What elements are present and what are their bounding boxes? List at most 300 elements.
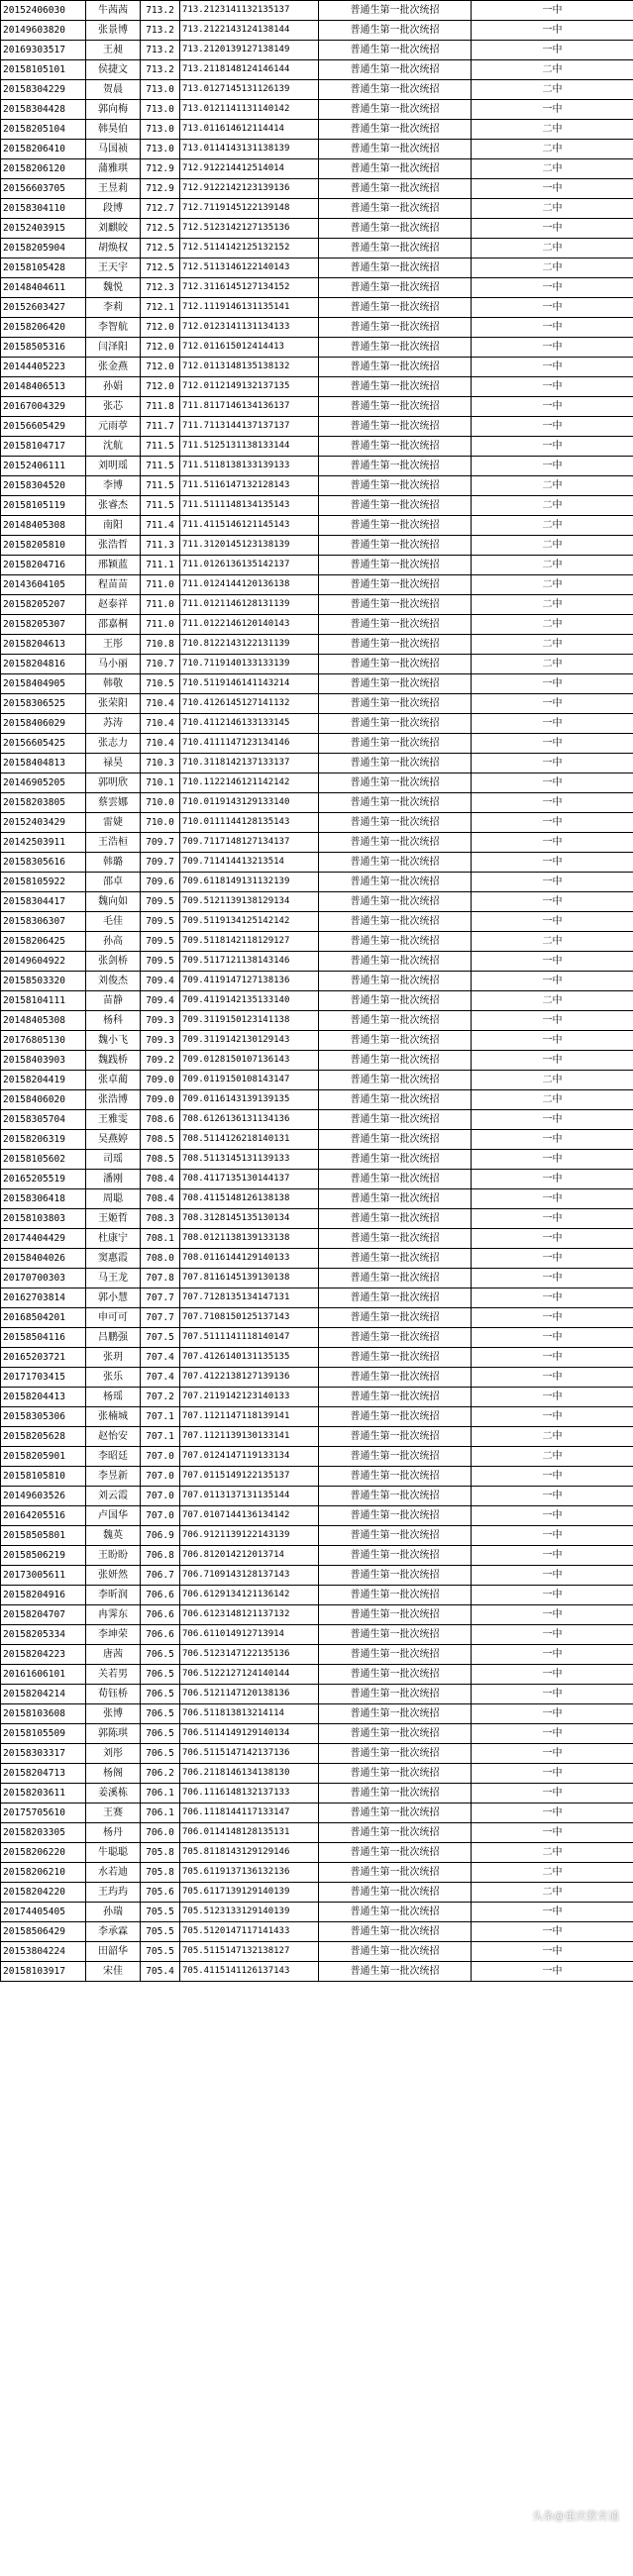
score-cell: 711.1 [141, 556, 180, 575]
score-breakdown-cell: 711.0121146128131139 [180, 595, 319, 615]
student-id-cell: 20158204223 [1, 1645, 86, 1665]
student-name-cell: 杨丹 [86, 1823, 141, 1843]
table-row [1, 338, 633, 358]
table-row [1, 1348, 633, 1368]
admission-type-cell: 普通生第一批次统招 [319, 1388, 472, 1407]
school-cell: 一中 [472, 734, 633, 754]
admission-type-cell: 普通生第一批次统招 [319, 1586, 472, 1605]
student-id-cell: 20158204716 [1, 556, 86, 575]
score-cell: 711.3 [141, 536, 180, 556]
school-cell: 一中 [472, 1803, 633, 1823]
student-id-cell: 20158105509 [1, 1724, 86, 1744]
table-row [1, 1427, 633, 1447]
school-cell: 一中 [472, 338, 633, 358]
score-breakdown-cell: 706.1116148132137133 [180, 1784, 319, 1803]
score-cell: 706.6 [141, 1625, 180, 1645]
score-breakdown-cell: 711.5118138133139133 [180, 457, 319, 476]
school-cell: 二中 [472, 635, 633, 655]
table-body [1, 1, 633, 1982]
student-name-cell: 潘刚 [86, 1170, 141, 1189]
score-breakdown-cell: 706.7109143128137143 [180, 1566, 319, 1586]
student-id-cell: 20158203611 [1, 1784, 86, 1803]
student-name-cell: 卢国华 [86, 1506, 141, 1526]
admission-type-cell: 普通生第一批次统招 [319, 120, 472, 140]
school-cell: 一中 [472, 813, 633, 833]
admission-type-cell: 普通生第一批次统招 [319, 1863, 472, 1883]
school-cell: 一中 [472, 1031, 633, 1051]
student-name-cell: 苏涛 [86, 714, 141, 734]
admission-type-cell: 普通生第一批次统招 [319, 338, 472, 358]
table-row [1, 437, 633, 457]
score-breakdown-cell: 706.6123148121137132 [180, 1605, 319, 1625]
student-id-cell: 20158206120 [1, 159, 86, 179]
school-cell: 一中 [472, 219, 633, 239]
student-name-cell: 闫泽阳 [86, 338, 141, 358]
score-cell: 713.2 [141, 21, 180, 41]
score-cell: 709.5 [141, 912, 180, 932]
student-name-cell: 李坤荣 [86, 1625, 141, 1645]
admission-type-cell: 普通生第一批次统招 [319, 1526, 472, 1546]
school-cell: 一中 [472, 773, 633, 793]
score-breakdown-cell: 713.0121141131140142 [180, 100, 319, 120]
score-breakdown-cell: 707.0113137131135144 [180, 1487, 319, 1506]
school-cell: 一中 [472, 1665, 633, 1685]
score-breakdown-cell: 707.0115149122135137 [180, 1467, 319, 1487]
score-breakdown-cell: 708.4117135130144137 [180, 1170, 319, 1189]
score-breakdown-cell: 705.6117139129140139 [180, 1883, 319, 1903]
score-cell: 706.5 [141, 1704, 180, 1724]
admission-type-cell: 普通生第一批次统招 [319, 635, 472, 655]
admission-type-cell: 普通生第一批次统招 [319, 793, 472, 813]
score-breakdown-cell: 707.5111141118140147 [180, 1328, 319, 1348]
table-row [1, 635, 633, 655]
school-cell: 一中 [472, 1467, 633, 1487]
score-breakdown-cell: 711.0122146120140143 [180, 615, 319, 635]
table-row [1, 1942, 633, 1962]
score-breakdown-cell: 707.2119142123140133 [180, 1388, 319, 1407]
score-cell: 713.0 [141, 140, 180, 159]
student-id-cell: 20158104111 [1, 991, 86, 1011]
score-cell: 710.3 [141, 754, 180, 773]
school-cell: 一中 [472, 1249, 633, 1269]
table-row [1, 1071, 633, 1090]
admission-type-cell: 普通生第一批次统招 [319, 1823, 472, 1843]
student-name-cell: 韩敬 [86, 674, 141, 694]
table-row [1, 1090, 633, 1110]
student-id-cell: 20152403915 [1, 219, 86, 239]
student-id-cell: 20158304520 [1, 476, 86, 496]
student-name-cell: 李昕润 [86, 1586, 141, 1605]
score-cell: 707.0 [141, 1467, 180, 1487]
student-id-cell: 20156605429 [1, 417, 86, 437]
admission-type-cell: 普通生第一批次统招 [319, 179, 472, 199]
admission-type-cell: 普通生第一批次统招 [319, 1922, 472, 1942]
student-name-cell: 冉霁东 [86, 1605, 141, 1625]
admission-type-cell: 普通生第一批次统招 [319, 159, 472, 179]
student-id-cell: 20158103803 [1, 1209, 86, 1229]
student-name-cell: 周聪 [86, 1189, 141, 1209]
score-breakdown-cell: 705.6119137136132136 [180, 1863, 319, 1883]
student-id-cell: 20158204713 [1, 1764, 86, 1784]
school-cell: 一中 [472, 100, 633, 120]
table-row [1, 972, 633, 991]
admission-type-cell: 普通生第一批次统招 [319, 734, 472, 754]
score-cell: 706.7 [141, 1566, 180, 1586]
admission-type-cell: 普通生第一批次统招 [319, 1130, 472, 1150]
student-id-cell: 20158205901 [1, 1447, 86, 1467]
school-cell: 一中 [472, 1526, 633, 1546]
score-cell: 707.8 [141, 1269, 180, 1288]
student-id-cell: 20158205104 [1, 120, 86, 140]
student-id-cell: 20152406111 [1, 457, 86, 476]
student-id-cell: 20161606101 [1, 1665, 86, 1685]
score-cell: 713.0 [141, 100, 180, 120]
score-breakdown-cell: 713.011614612114414 [180, 120, 319, 140]
score-cell: 705.5 [141, 1942, 180, 1962]
school-cell: 一中 [472, 1625, 633, 1645]
student-name-cell: 张浩博 [86, 1090, 141, 1110]
table-row [1, 1388, 633, 1407]
school-cell: 二中 [472, 1427, 633, 1447]
score-breakdown-cell: 710.0111144128135143 [180, 813, 319, 833]
score-cell: 708.4 [141, 1170, 180, 1189]
student-name-cell: 王玙玙 [86, 1883, 141, 1903]
table-row [1, 1625, 633, 1645]
student-id-cell: 20158105428 [1, 258, 86, 278]
student-id-cell: 20158206319 [1, 1130, 86, 1150]
student-name-cell: 刘俊杰 [86, 972, 141, 991]
score-cell: 712.5 [141, 239, 180, 258]
admission-type-cell: 普通生第一批次统招 [319, 674, 472, 694]
admission-type-cell: 普通生第一批次统招 [319, 1209, 472, 1229]
student-name-cell: 刘明瑶 [86, 457, 141, 476]
table-row [1, 1605, 633, 1625]
score-breakdown-cell: 713.2123141132135137 [180, 1, 319, 21]
score-cell: 710.8 [141, 635, 180, 655]
score-cell: 707.7 [141, 1308, 180, 1328]
student-id-cell: 20158505801 [1, 1526, 86, 1546]
admission-type-cell: 普通生第一批次统招 [319, 1031, 472, 1051]
school-cell: 一中 [472, 694, 633, 714]
table-row [1, 100, 633, 120]
student-id-cell: 20158306525 [1, 694, 86, 714]
score-cell: 712.5 [141, 258, 180, 278]
student-id-cell: 20158206425 [1, 932, 86, 952]
student-id-cell: 20158203305 [1, 1823, 86, 1843]
student-id-cell: 20158204613 [1, 635, 86, 655]
admission-type-cell: 普通生第一批次统招 [319, 21, 472, 41]
student-id-cell: 20164205516 [1, 1506, 86, 1526]
school-cell: 一中 [472, 1011, 633, 1031]
score-cell: 713.0 [141, 80, 180, 100]
student-name-cell: 张荣阳 [86, 694, 141, 714]
admission-type-cell: 普通生第一批次统招 [319, 813, 472, 833]
school-cell: 一中 [472, 21, 633, 41]
student-name-cell: 孙娟 [86, 377, 141, 397]
school-cell: 一中 [472, 1189, 633, 1209]
score-cell: 705.8 [141, 1863, 180, 1883]
school-cell: 一中 [472, 972, 633, 991]
admission-type-cell: 普通生第一批次统招 [319, 853, 472, 873]
student-name-cell: 姜溪栋 [86, 1784, 141, 1803]
school-cell: 二中 [472, 60, 633, 80]
school-cell: 一中 [472, 298, 633, 318]
school-cell: 一中 [472, 714, 633, 734]
table-row [1, 278, 633, 298]
score-cell: 709.0 [141, 1090, 180, 1110]
score-breakdown-cell: 707.7108150125137143 [180, 1308, 319, 1328]
student-id-cell: 20158205810 [1, 536, 86, 556]
score-cell: 708.5 [141, 1130, 180, 1150]
score-breakdown-cell: 713.2120139127138149 [180, 41, 319, 60]
student-id-cell: 20158205904 [1, 239, 86, 258]
admission-type-cell: 普通生第一批次统招 [319, 694, 472, 714]
table-row [1, 754, 633, 773]
score-cell: 713.2 [141, 60, 180, 80]
school-cell: 一中 [472, 358, 633, 377]
school-cell: 一中 [472, 437, 633, 457]
student-id-cell: 20158103608 [1, 1704, 86, 1724]
score-cell: 708.1 [141, 1229, 180, 1249]
student-id-cell: 20162703814 [1, 1288, 86, 1308]
school-cell: 一中 [472, 1229, 633, 1249]
student-id-cell: 20158304428 [1, 100, 86, 120]
student-id-cell: 20158504116 [1, 1328, 86, 1348]
student-id-cell: 20148405308 [1, 516, 86, 536]
admission-type-cell: 普通生第一批次统招 [319, 397, 472, 417]
school-cell: 一中 [472, 1764, 633, 1784]
school-cell: 二中 [472, 595, 633, 615]
school-cell: 二中 [472, 575, 633, 595]
school-cell: 一中 [472, 1308, 633, 1328]
student-id-cell: 20158105922 [1, 873, 86, 892]
school-cell: 一中 [472, 179, 633, 199]
school-cell: 一中 [472, 1269, 633, 1288]
student-name-cell: 张金燕 [86, 358, 141, 377]
score-breakdown-cell: 709.5121139138129134 [180, 892, 319, 912]
admission-type-cell: 普通生第一批次统招 [319, 1427, 472, 1447]
score-cell: 710.4 [141, 734, 180, 754]
score-cell: 710.0 [141, 813, 180, 833]
admission-type-cell: 普通生第一批次统招 [319, 1288, 472, 1308]
score-cell: 712.5 [141, 219, 180, 239]
table-row [1, 912, 633, 932]
school-cell: 一中 [472, 793, 633, 813]
table-row [1, 1229, 633, 1249]
table-row [1, 1, 633, 21]
student-name-cell: 贺晨 [86, 80, 141, 100]
score-cell: 712.0 [141, 318, 180, 338]
score-breakdown-cell: 712.912214412514014 [180, 159, 319, 179]
table-row [1, 1863, 633, 1883]
score-cell: 706.5 [141, 1724, 180, 1744]
student-id-cell: 20152403429 [1, 813, 86, 833]
table-row [1, 516, 633, 536]
student-id-cell: 20152406030 [1, 1, 86, 21]
table-row [1, 1447, 633, 1467]
admission-type-cell: 普通生第一批次统招 [319, 1645, 472, 1665]
school-cell: 二中 [472, 496, 633, 516]
student-name-cell: 杨阁 [86, 1764, 141, 1784]
table-row [1, 140, 633, 159]
admission-type-cell: 普通生第一批次统招 [319, 615, 472, 635]
score-cell: 706.6 [141, 1605, 180, 1625]
table-row [1, 60, 633, 80]
school-cell: 一中 [472, 892, 633, 912]
score-breakdown-cell: 712.011615012414413 [180, 338, 319, 358]
school-cell: 二中 [472, 239, 633, 258]
admission-type-cell: 普通生第一批次统招 [319, 298, 472, 318]
student-id-cell: 20170700303 [1, 1269, 86, 1288]
score-cell: 710.4 [141, 714, 180, 734]
score-cell: 711.4 [141, 516, 180, 536]
table-row [1, 258, 633, 278]
score-cell: 710.5 [141, 674, 180, 694]
score-cell: 705.6 [141, 1883, 180, 1903]
student-name-cell: 张剑桥 [86, 952, 141, 972]
table-row [1, 298, 633, 318]
table-row [1, 1843, 633, 1863]
student-name-cell: 侯捷文 [86, 60, 141, 80]
score-cell: 711.5 [141, 496, 180, 516]
school-cell: 二中 [472, 1883, 633, 1903]
table-row [1, 873, 633, 892]
score-breakdown-cell: 711.3120145123138139 [180, 536, 319, 556]
student-name-cell: 王浩桓 [86, 833, 141, 853]
score-cell: 707.1 [141, 1407, 180, 1427]
student-id-cell: 20158206210 [1, 1863, 86, 1883]
student-id-cell: 20165205519 [1, 1170, 86, 1189]
table-row [1, 1962, 633, 1982]
student-id-cell: 20149603526 [1, 1487, 86, 1506]
school-cell: 一中 [472, 1784, 633, 1803]
score-breakdown-cell: 711.0126136135142137 [180, 556, 319, 575]
score-cell: 706.5 [141, 1744, 180, 1764]
score-breakdown-cell: 705.5120147117141433 [180, 1922, 319, 1942]
school-cell: 二中 [472, 615, 633, 635]
student-id-cell: 20158105602 [1, 1150, 86, 1170]
admission-type-cell: 普通生第一批次统招 [319, 476, 472, 496]
score-cell: 709.5 [141, 952, 180, 972]
school-cell: 一中 [472, 1348, 633, 1368]
school-cell: 二中 [472, 991, 633, 1011]
table-row [1, 1566, 633, 1586]
score-cell: 709.0 [141, 1071, 180, 1090]
school-cell: 一中 [472, 754, 633, 773]
student-id-cell: 20158203805 [1, 793, 86, 813]
table-row [1, 595, 633, 615]
table-row [1, 496, 633, 516]
student-name-cell: 魏小飞 [86, 1031, 141, 1051]
score-cell: 708.3 [141, 1209, 180, 1229]
student-id-cell: 20175705610 [1, 1803, 86, 1823]
student-id-cell: 20148404611 [1, 278, 86, 298]
table-row [1, 1823, 633, 1843]
table-row [1, 1586, 633, 1605]
student-name-cell: 元雨葶 [86, 417, 141, 437]
student-id-cell: 20158404813 [1, 754, 86, 773]
table-row [1, 318, 633, 338]
table-row [1, 1903, 633, 1922]
score-breakdown-cell: 712.3116145127134152 [180, 278, 319, 298]
student-id-cell: 20142503911 [1, 833, 86, 853]
score-breakdown-cell: 709.6118149131132139 [180, 873, 319, 892]
score-breakdown-cell: 706.5123147122135136 [180, 1645, 319, 1665]
table-row [1, 1130, 633, 1150]
school-cell: 一中 [472, 1209, 633, 1229]
admission-type-cell: 普通生第一批次统招 [319, 278, 472, 298]
student-name-cell: 魏践桥 [86, 1051, 141, 1071]
school-cell: 一中 [472, 1685, 633, 1704]
student-id-cell: 20158205307 [1, 615, 86, 635]
score-cell: 706.5 [141, 1665, 180, 1685]
table-row [1, 179, 633, 199]
admission-type-cell: 普通生第一批次统招 [319, 595, 472, 615]
score-cell: 707.7 [141, 1288, 180, 1308]
score-cell: 710.1 [141, 773, 180, 793]
score-breakdown-cell: 707.7128135134147131 [180, 1288, 319, 1308]
admission-type-cell: 普通生第一批次统招 [319, 1368, 472, 1388]
student-name-cell: 王昶 [86, 41, 141, 60]
admission-type-cell: 普通生第一批次统招 [319, 892, 472, 912]
score-cell: 707.2 [141, 1388, 180, 1407]
student-name-cell: 胡焕权 [86, 239, 141, 258]
student-name-cell: 张睿杰 [86, 496, 141, 516]
admission-type-cell: 普通生第一批次统招 [319, 1803, 472, 1823]
school-cell: 一中 [472, 278, 633, 298]
student-name-cell: 李昱新 [86, 1467, 141, 1487]
student-id-cell: 20158105101 [1, 60, 86, 80]
table-row [1, 833, 633, 853]
student-id-cell: 20158306307 [1, 912, 86, 932]
score-breakdown-cell: 706.5115147142137136 [180, 1744, 319, 1764]
table-row [1, 1645, 633, 1665]
school-cell: 二中 [472, 516, 633, 536]
table-row [1, 41, 633, 60]
student-id-cell: 20158304417 [1, 892, 86, 912]
admission-type-cell: 普通生第一批次统招 [319, 199, 472, 219]
score-cell: 711.5 [141, 437, 180, 457]
student-id-cell: 20158304110 [1, 199, 86, 219]
admission-type-cell: 普通生第一批次统招 [319, 773, 472, 793]
score-cell: 707.0 [141, 1506, 180, 1526]
score-breakdown-cell: 711.7113144137137137 [180, 417, 319, 437]
score-breakdown-cell: 712.0113148135138132 [180, 358, 319, 377]
table-row [1, 1883, 633, 1903]
student-name-cell: 韩昊伯 [86, 120, 141, 140]
student-id-cell: 20144405223 [1, 358, 86, 377]
score-breakdown-cell: 710.7119140133133139 [180, 655, 319, 674]
score-cell: 705.4 [141, 1962, 180, 1982]
admission-type-cell: 普通生第一批次统招 [319, 219, 472, 239]
score-breakdown-cell: 712.0112149132137135 [180, 377, 319, 397]
student-id-cell: 20167004329 [1, 397, 86, 417]
admission-type-cell: 普通生第一批次统招 [319, 1170, 472, 1189]
score-breakdown-cell: 712.5113146122140143 [180, 258, 319, 278]
score-breakdown-cell: 712.5123142127135136 [180, 219, 319, 239]
student-name-cell: 马王龙 [86, 1269, 141, 1288]
student-id-cell: 20176805130 [1, 1031, 86, 1051]
admission-type-cell: 普通生第一批次统招 [319, 952, 472, 972]
score-cell: 713.2 [141, 41, 180, 60]
school-cell: 二中 [472, 258, 633, 278]
student-name-cell: 李智航 [86, 318, 141, 338]
score-breakdown-cell: 710.1122146121142142 [180, 773, 319, 793]
school-cell: 一中 [472, 1566, 633, 1586]
score-cell: 712.3 [141, 278, 180, 298]
score-cell: 706.1 [141, 1784, 180, 1803]
school-cell: 一中 [472, 1962, 633, 1982]
